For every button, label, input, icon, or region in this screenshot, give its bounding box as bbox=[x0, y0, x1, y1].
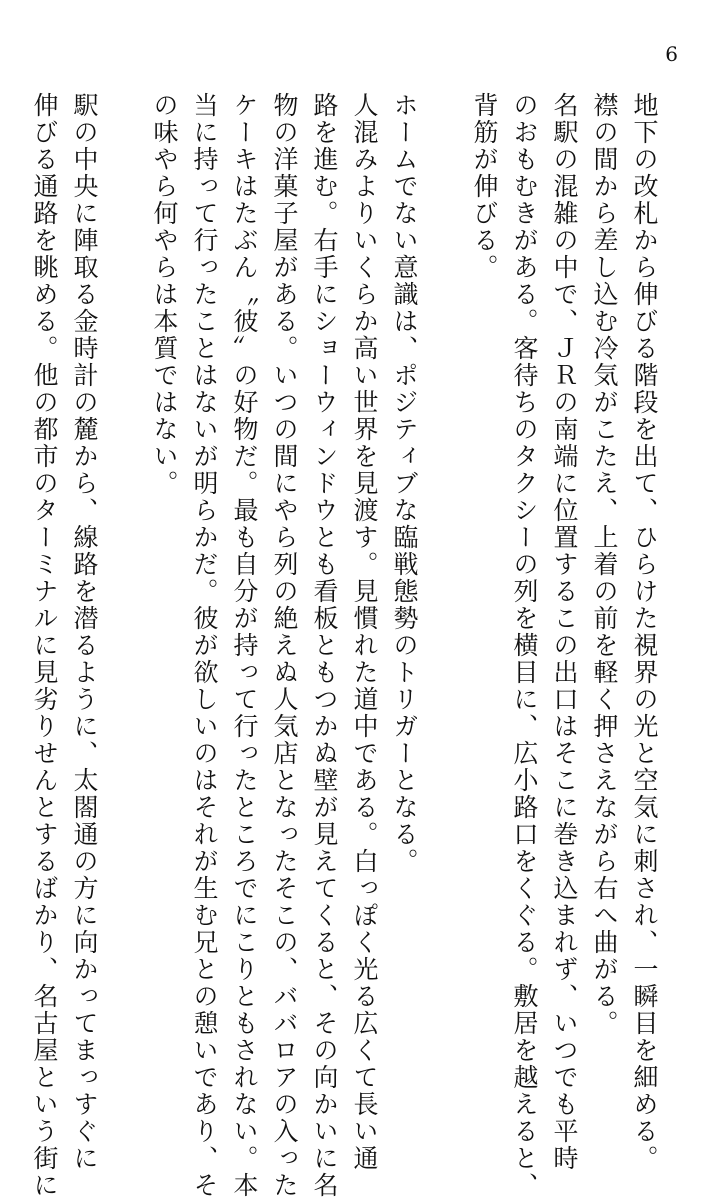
paragraph-gap bbox=[424, 92, 464, 992]
text-line-14: 伸びる通路を眺める。他の都市のターミナルに見劣りせんとするばかり、名古屋という街に bbox=[30, 92, 59, 1199]
text-line-10: ケーキはたぶん〝彼〟の好物だ。最も自分が持って行ったところでにこりともされない。本 bbox=[230, 92, 259, 1199]
vertical-text-block bbox=[24, 92, 664, 1199]
text-line-8: 路を進む。右手にショーウィンドウとも看板ともつかぬ壁が見えてくると、その向かいに名 bbox=[310, 92, 339, 1199]
text-line-6: ホームでない意識は、ポジティブな臨戦態勢のトリガーとなる。 bbox=[390, 92, 419, 875]
text-line-12: の味やら何やらは本質ではない。 bbox=[150, 92, 179, 497]
paragraph-gap bbox=[104, 92, 144, 992]
text-line-11: 当に持って行ったことはないが明らかだ。彼が欲しいのはそれが生む兄との憩いであり、そ bbox=[190, 92, 219, 1199]
page-number: 6 bbox=[665, 42, 678, 66]
text-line-1: 地下の改札から伸びる階段を出て、ひらけた視界の光と空気に刺され、一瞬目を細める。 bbox=[630, 92, 659, 1172]
text-line-3: 名駅の混雑の中で、ＪＲの南端に位置するこの出口はそこに巻き込まれず、いつでも平時 bbox=[550, 92, 579, 1172]
text-line-2: 襟の間から差し込む冷気がこたえ、上着の前を軽く押さえながら右へ曲がる。 bbox=[590, 92, 619, 1037]
text-line-4: のおもむきがある。客待ちのタクシーの列を横目に、広小路口をくぐる。敷居を越えると、 bbox=[510, 92, 539, 1199]
text-line-5: 背筋が伸びる。 bbox=[470, 92, 499, 281]
text-line-13: 駅の中央に陣取る金時計の麓から、線路を潜るように、太閤通の方に向かってまっすぐに bbox=[70, 92, 99, 1172]
text-line-9: 物の洋菓子屋がある。いつの間にやら列の絶えぬ人気店となったそこの、ババロアの入った bbox=[270, 92, 299, 1199]
text-line-7: 人混みよりいくらか高い世界を見渡す。見慣れた道中である。白っぽく光る広くて長い通 bbox=[350, 92, 379, 1172]
